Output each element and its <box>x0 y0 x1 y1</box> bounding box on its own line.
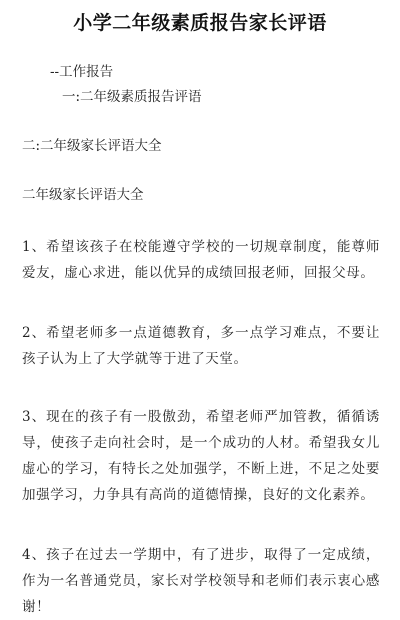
paragraph-3: 3、现在的孩子有一股傲劲，希望老师严加管教，循循诱导，使孩子走向社会时，是一个成功的人材。希望我女儿虚心的学习，有特长之处加强学，不断上进，不足之处要加强学习，力争具有高尚的道德情操，良好的文化素养。 <box>22 409 380 503</box>
subheading: 二年级家长评语大全 <box>22 187 144 203</box>
toc-item-quality-report: 一:二年级素质报告评语 <box>62 89 202 105</box>
toc-item-work-report: --工作报告 <box>50 64 114 80</box>
paragraph-4: 4、孩子在过去一学期中，有了进步，取得了一定成绩，作为一名普通党员，家长对学校领导和老师们表示衷心感谢！ <box>22 547 380 615</box>
section-heading: 二:二年级家长评语大全 <box>22 138 162 154</box>
paragraph-2: 2、希望老师多一点道德教育，多一点学习难点，不要让孩子认为上了大学就等于进了天堂。 <box>22 325 380 367</box>
document-title: 小学二年级素质报告家长评语 <box>73 12 327 34</box>
paragraph-1: 1、希望该孩子在校能遵守学校的一切规章制度，能尊师爱友，虚心求进，能以优异的成绩回报老师，回报父母。 <box>22 239 380 281</box>
